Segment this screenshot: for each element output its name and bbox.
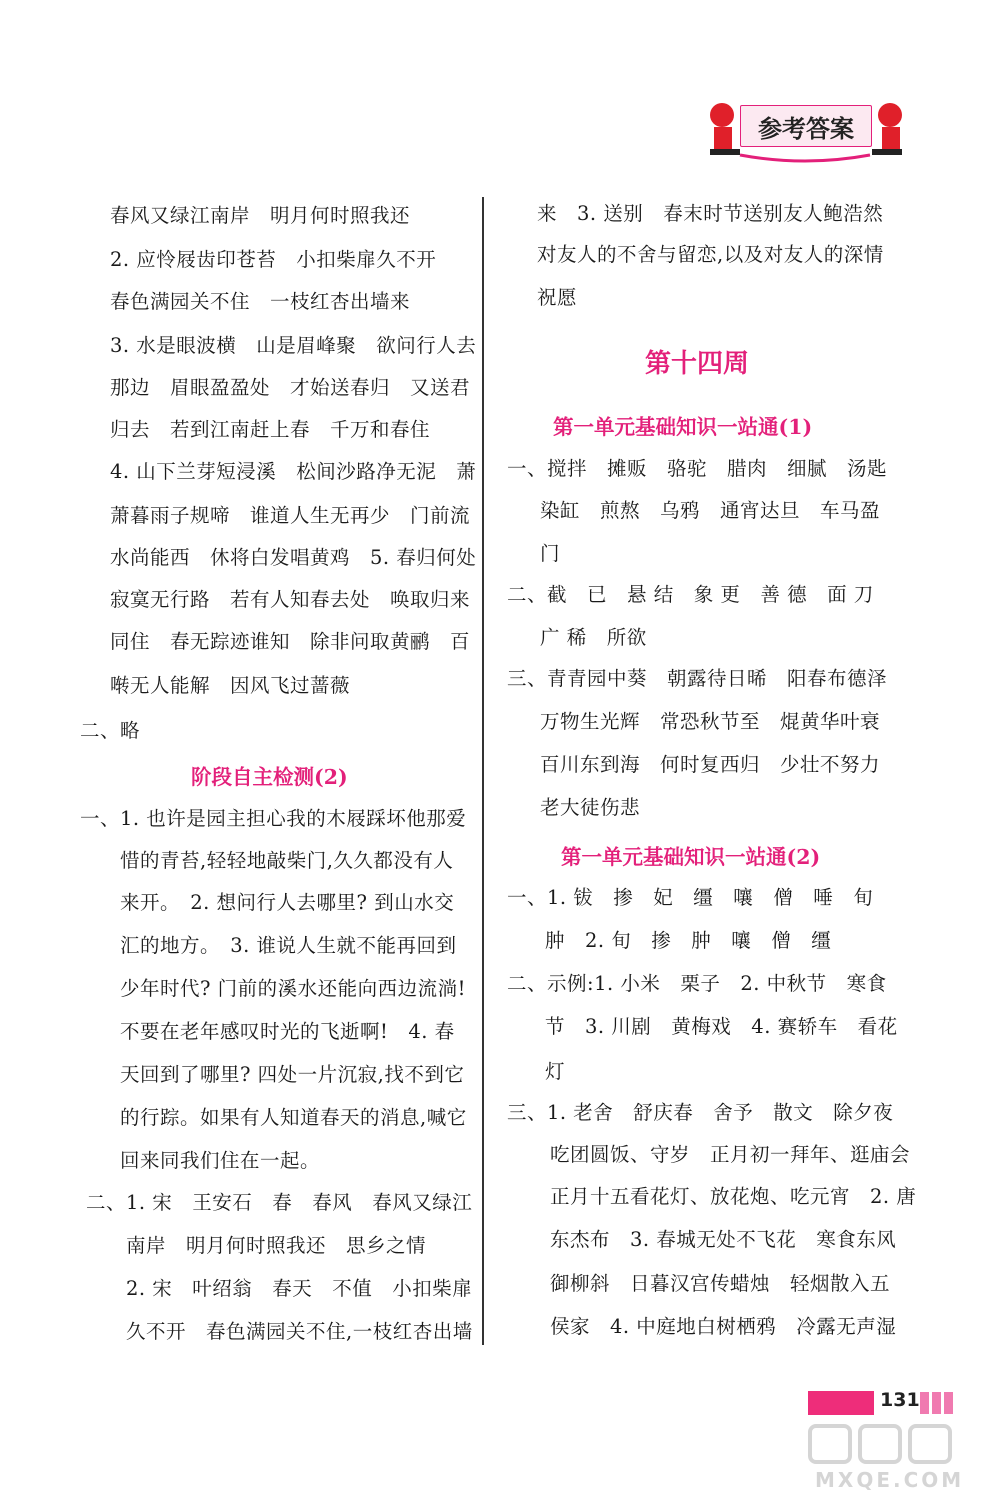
text-line: 3. 水是眼波横 山是眉峰聚 欲问行人去 [110, 334, 477, 357]
section-heading: 阶段自主检测(2) [191, 765, 348, 789]
text-line: 二、截 已 悬 结 象 更 善 德 面 刀 [507, 583, 874, 606]
week-heading: 第十四周 [645, 349, 750, 379]
text-line: 萧暮雨子规啼 谁道人生无再少 门前流 [110, 504, 471, 527]
text-line: 来 3. 送别 春末时节送别友人鲍浩然 [537, 202, 884, 225]
text-line: 水尚能西 休将白发唱黄鸡 5. 春归何处 [110, 546, 477, 569]
text-line: 御柳斜 日暮汉宫传蜡烛 轻烟散入五 [550, 1272, 891, 1295]
badge-box [740, 105, 872, 147]
text-line: 节 3. 川剧 黄梅戏 4. 赛轿车 看花 [545, 1015, 898, 1038]
text-line: 回来同我们住在一起。 [120, 1149, 321, 1172]
answer-key-badge [700, 97, 910, 167]
text-line: 一、搅拌 摊贩 骆驼 腊肉 细腻 汤匙 [507, 457, 888, 480]
text-line: 春色满园关不住 一枝红杏出墙来 [110, 290, 411, 313]
watermark-text: MXQE.COM [815, 1468, 965, 1492]
text-line: 2. 应怜屐齿印苍苔 小扣柴扉久不开 [110, 248, 437, 271]
text-line: 东杰布 3. 春城无处不飞花 寒食东风 [550, 1228, 897, 1251]
text-line: 三、青青园中葵 朝露待日晞 阳春布德泽 [507, 667, 888, 690]
text-line: 惜的青苔,轻轻地敲柴门,久久都没有人 [120, 849, 454, 872]
text-line: 万物生光辉 常恐秋节至 焜黄华叶衰 [540, 710, 881, 733]
text-line: 二、略 [80, 719, 141, 742]
text-line: 灯 [545, 1060, 566, 1083]
text-line: 祝愿 [537, 286, 578, 309]
text-line: 久不开 春色满园关不住,一枝红杏出墙 [126, 1320, 473, 1343]
text-line: 的行踪。如果有人知道春天的消息,喊它 [120, 1106, 467, 1129]
text-line: 寂寞无行路 若有人知春去处 唤取归来 [110, 588, 471, 611]
text-line: 南岸 明月何时照我还 思乡之情 [126, 1234, 427, 1257]
text-line: 染缸 煎熬 乌鸦 通宵达旦 车马盈 [540, 499, 881, 522]
badge-title: 参考答案 [758, 115, 854, 143]
page-number-bar [808, 1391, 874, 1415]
text-line: 老大徒伤悲 [540, 796, 641, 819]
section-heading: 第一单元基础知识一站通(2) [561, 845, 821, 869]
text-line: 一、1. 钹 掺 妃 缰 嚷 僧 唾 旬 [507, 886, 874, 909]
text-line: 三、1. 老舍 舒庆春 舍予 散文 除夕夜 [507, 1101, 894, 1124]
text-line: 吃团圆饭、守岁 正月初一拜年、逛庙会 [550, 1143, 911, 1166]
text-line: 同住 春无踪迹谁知 除非问取黄鹂 百 [110, 630, 471, 653]
watermark [800, 1420, 990, 1500]
watermark-logo-icon [800, 1420, 990, 1468]
text-line: 少年时代? 门前的溪水还能向西边流淌! [120, 977, 466, 1000]
text-line: 汇的地方。 3. 谁说人生就不能再回到 [120, 934, 457, 957]
text-line: 百川东到海 何时复西归 少壮不努力 [540, 753, 881, 776]
text-line: 春风又绿江南岸 明月何时照我还 [110, 204, 411, 227]
text-line: 广 稀 所欲 [540, 626, 647, 649]
text-line: 天回到了哪里? 四处一片沉寂,找不到它 [120, 1063, 465, 1086]
text-line: 门 [540, 542, 561, 565]
page-number-tab [808, 1389, 968, 1419]
text-line: 侯家 4. 中庭地白树栖鸦 冷露无声湿 [550, 1315, 897, 1338]
column-divider [482, 197, 484, 1345]
text-line: 4. 山下兰芽短浸溪 松间沙路净无泥 萧 [110, 460, 477, 483]
text-line: 2. 宋 叶绍翁 春天 不值 小扣柴扉 [126, 1277, 473, 1300]
text-line: 不要在老年感叹时光的飞逝啊! 4. 春 [120, 1020, 455, 1043]
text-line: 来开。 2. 想问行人去哪里? 到山水交 [120, 891, 455, 914]
text-line: 二、示例:1. 小米 栗子 2. 中秋节 寒食 [507, 972, 887, 995]
text-line: 二、1. 宋 王安石 春 春风 春风又绿江 [86, 1191, 473, 1214]
text-line: 那边 眉眼盈盈处 才始送春归 又送君 [110, 376, 471, 399]
text-line: 肿 2. 旬 掺 肿 嚷 僧 缰 [545, 929, 832, 952]
text-line: 啭无人能解 因风飞过蔷薇 [110, 674, 351, 697]
text-line: 归去 若到江南赶上春 千万和春住 [110, 418, 431, 441]
page-number: 131 [880, 1389, 920, 1411]
text-line: 正月十五看花灯、放花炮、吃元宵 2. 唐 [550, 1185, 917, 1208]
page-number-blocks [920, 1392, 956, 1418]
section-heading: 第一单元基础知识一站通(1) [553, 415, 813, 439]
text-line: 一、1. 也许是园主担心我的木屐踩坏他那爱 [80, 807, 467, 830]
text-line: 对友人的不舍与留恋,以及对友人的深情 [537, 243, 884, 266]
